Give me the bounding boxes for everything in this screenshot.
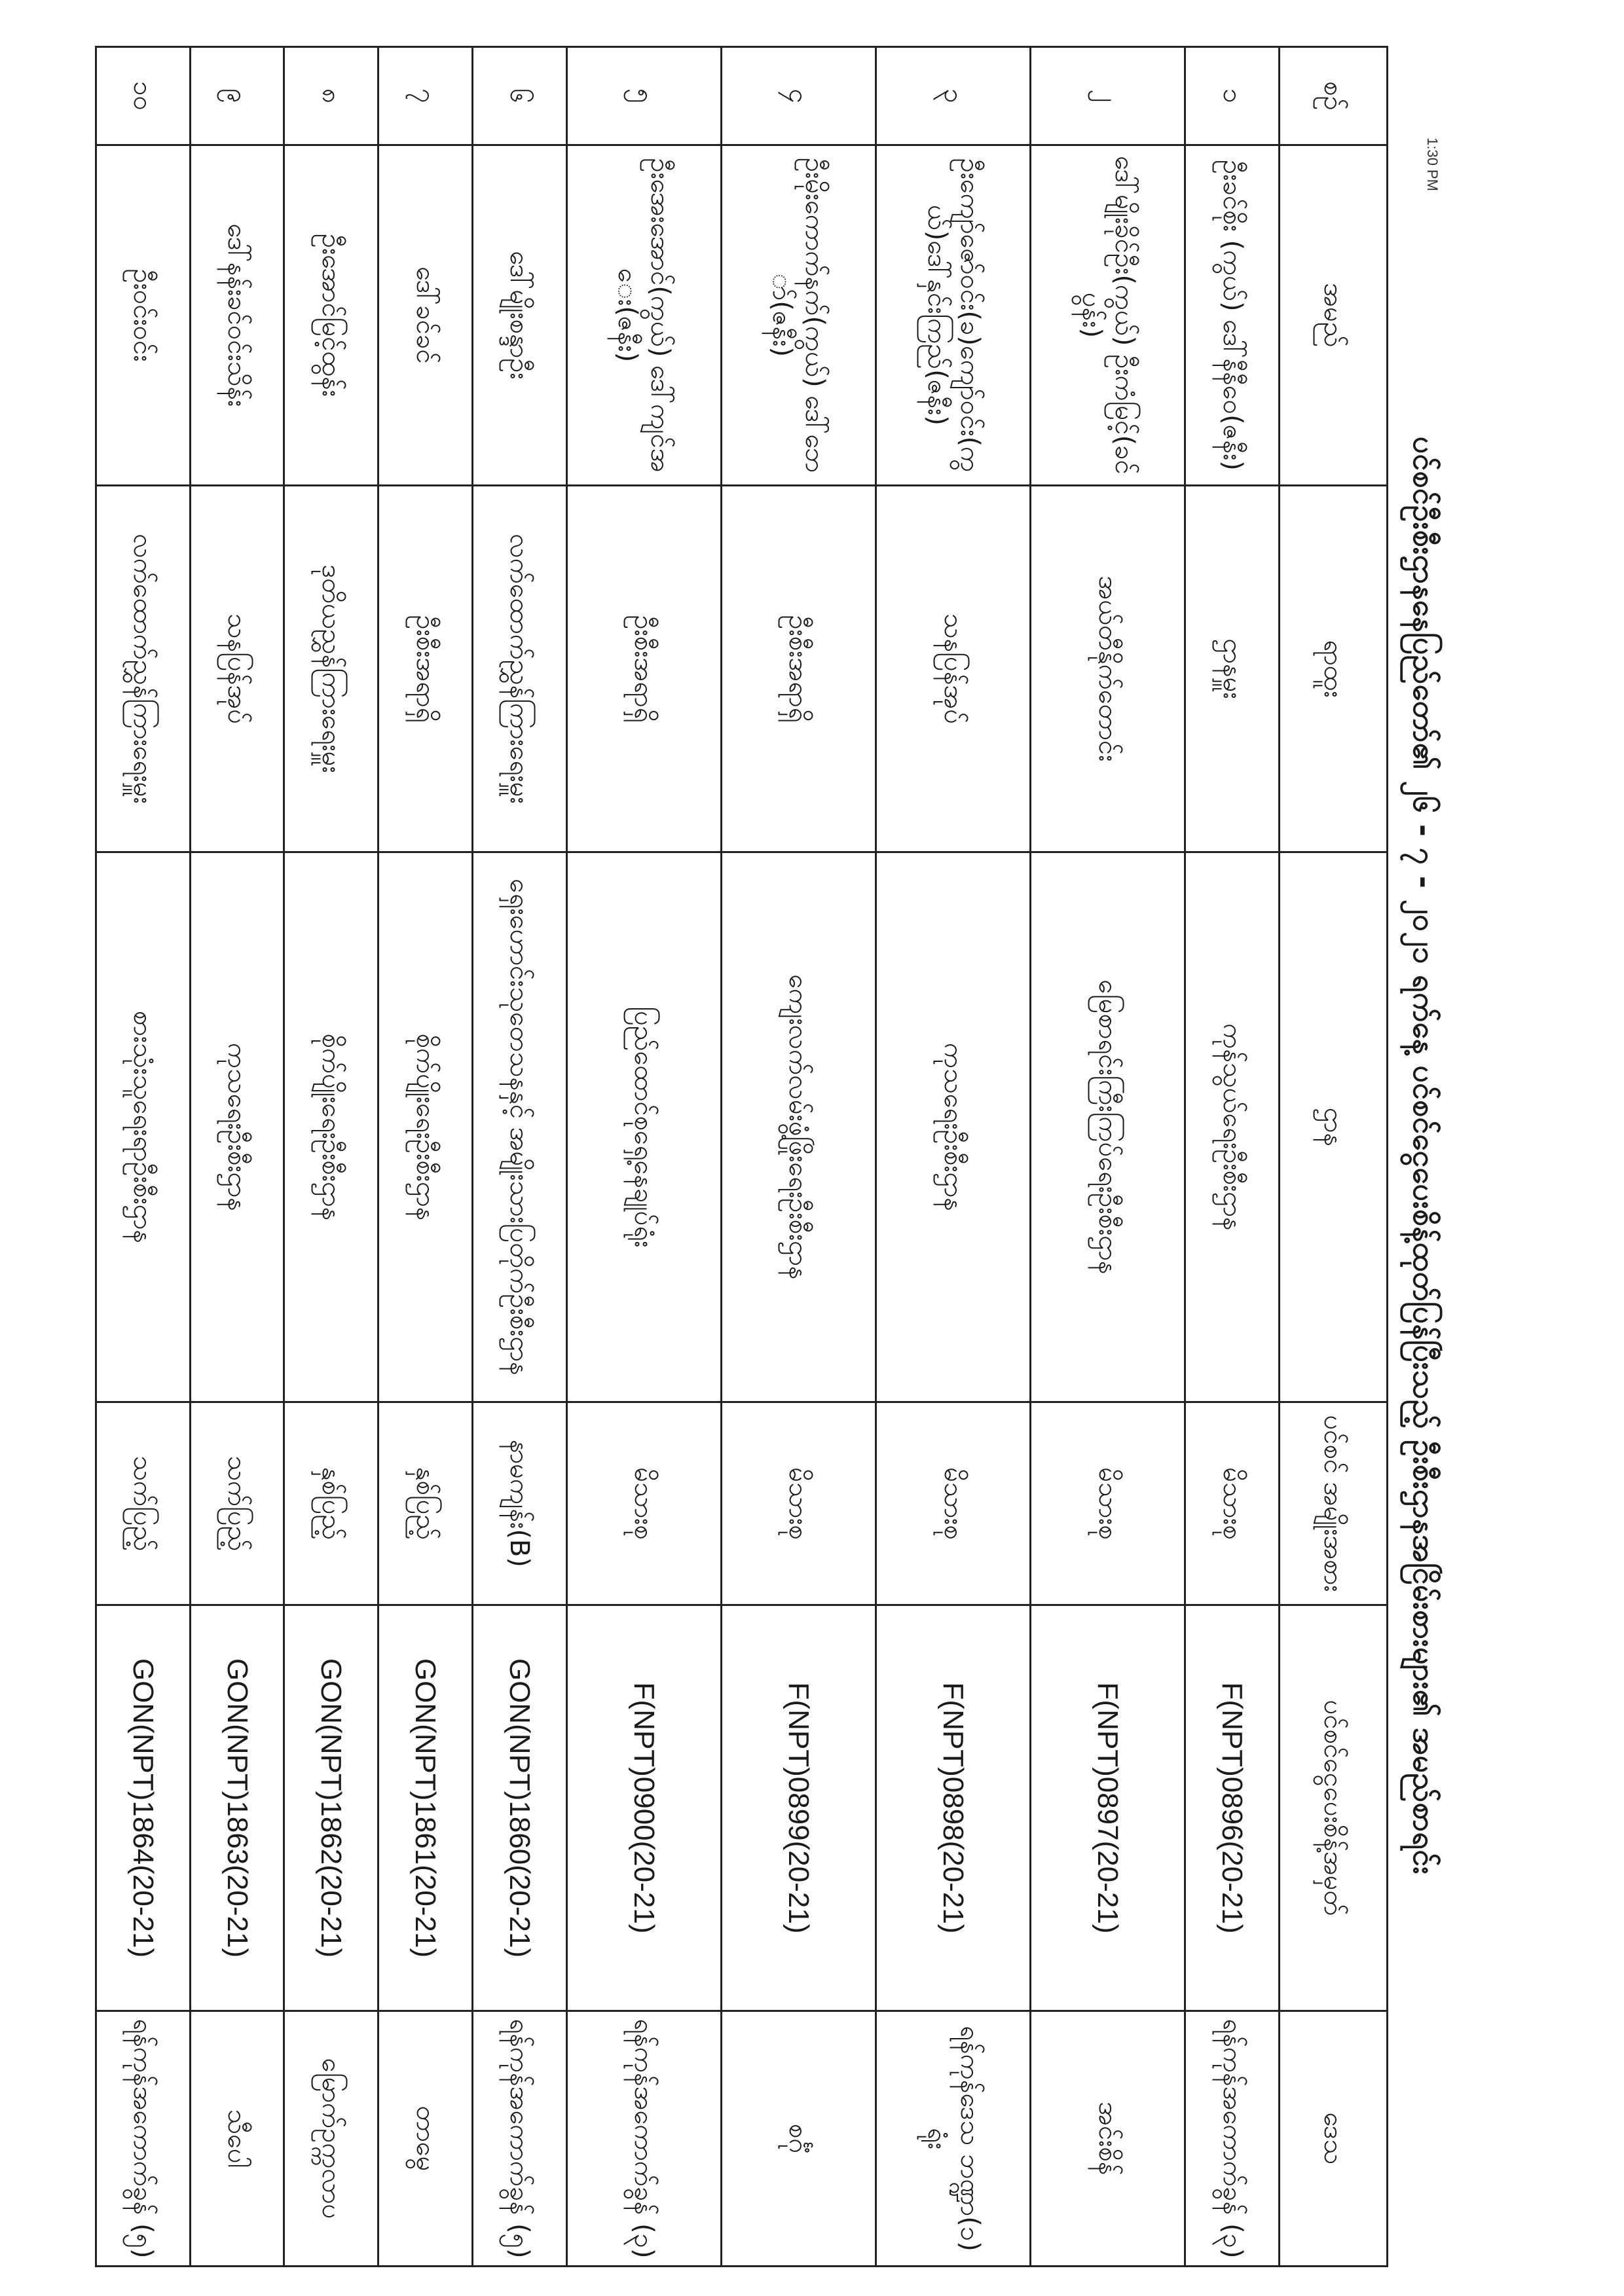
table-row: [284, 47, 378, 2267]
header-no: စဉ်: [1280, 47, 1388, 145]
cell-pension-type: သက်ပြည့်: [96, 1402, 191, 1605]
cell-name: ဦးအေးအောင်(ကွယ်) ဒေါ်ကျင်အေး(ဇနီး): [566, 145, 721, 486]
table-row: [96, 47, 191, 2267]
cell-department: စိုက်ပျိုးရေးဦးစီးဌာန: [284, 852, 378, 1402]
cell-name: ဦးဝင်းဝင်း: [96, 145, 191, 486]
cell-rank: လက်ထောက်ညွှန်ကြားရေးမှူး: [96, 486, 191, 852]
cell-no: ၄: [721, 47, 876, 145]
cell-no: ၁၀: [96, 47, 191, 145]
cell-region: ရန်ကုန်အကောက်ခွန် (၃): [1185, 2011, 1280, 2267]
cell-rank: ဦးစီးအရာရှိ: [721, 486, 876, 852]
cell-pension-type: သက်ပြည့်: [190, 1402, 284, 1605]
cell-department: ကုသရေးဦးစီးဌာန: [190, 852, 284, 1402]
cell-region: ရန်ကုန်အကောက်ခွန် (၃): [566, 2011, 721, 2267]
table-row: [190, 47, 284, 2267]
cell-permit-no: F(NPT)0900(20-21): [566, 1605, 721, 2011]
cell-region: ရန်ကုန်ဒေသ ဘဏ္ဍာ(၁)ရုံး: [876, 2011, 1030, 2267]
cell-rank: ဌာနမှူး: [1185, 486, 1280, 852]
cell-pension-type: မိသားစု: [876, 1402, 1030, 1605]
cell-region: ရန်ကုန်အကောက်ခွန် (၅): [96, 2011, 191, 2267]
cell-permit-no: GON(NPT)1861(20-21): [378, 1605, 473, 2011]
cell-region: စင်္ဂုံ: [721, 2011, 876, 2267]
cell-department: ကုန်သွယ်ရေးဦးစီးဌာန: [1185, 852, 1280, 1402]
cell-permit-no: GON(NPT)1862(20-21): [284, 1605, 378, 2011]
cell-department: ကုသရေးဦးစီးဌာန: [876, 852, 1030, 1402]
cell-name: ဦးကျော်ဇော်ဝင်း(ခ)ကျော်ဝင်း(ကွယ်)ဒေါ်နှင်းကြည်(ဇနီး): [876, 145, 1030, 486]
table-row: [1031, 47, 1185, 2267]
cell-rank: ဦးစီးအရာရှိ: [378, 486, 473, 852]
cell-no: ၁: [1185, 47, 1280, 145]
cell-no: ၂: [1031, 47, 1185, 145]
table-row: [876, 47, 1030, 2267]
cell-rank: အယ်တီနိုက်တောင်း: [1031, 486, 1185, 852]
cell-permit-no: F(NPT)0896(20-21): [1185, 1605, 1280, 2011]
cell-pension-type: နာမကျန်း(B): [472, 1402, 566, 1605]
cell-no: ၆: [472, 47, 566, 145]
cell-permit-no: GON(NPT)1860(20-21): [472, 1605, 566, 2011]
table-row: [1185, 47, 1280, 2267]
table-row: [472, 47, 566, 2267]
cell-name: ဒေါ်နန်းခင်ဝင်းသိန်း: [190, 145, 284, 486]
cell-pension-type: မိသားစု: [566, 1402, 721, 1605]
cell-rank: ဦးစီးအရာရှိ: [566, 486, 721, 852]
cell-no: ၈: [284, 47, 378, 145]
header-pension-type: ပင်စင် အမျိုးအစား: [1280, 1402, 1388, 1605]
header-permit-no: ပင်စင်ငွေပေးစိန့်အမှတ်: [1280, 1605, 1388, 2011]
cell-region: အင်းစိန်: [1031, 2011, 1185, 2267]
table-row: [566, 47, 721, 2267]
cell-name: ဦးမိုးကောက်နက်(ကွယ်) ဒေါ်ဘော်(ဇနီး): [721, 145, 876, 486]
cell-pension-type: မိသားစု: [1031, 1402, 1185, 1605]
document-title: ပင်စင်ဦးစီးဌာနနေပြည်တော်၏ ၂၆ - ၇ - ၂၀၂၁ ရက်နေ့ ပင်စင်ငွေပေးစိန့်ထုတ်ပြန်ပြီးသည့် ဦးစီးဌာနအငြိမ်းစားများ၏ အမည်စာရင်း: [1407, 436, 1443, 1875]
header-name: အမည်: [1280, 145, 1388, 486]
cell-pension-type: မိသားစု: [721, 1402, 876, 1605]
table-header-row: [1280, 47, 1388, 2267]
cell-region: မြောက်ဥက္ကလာပ: [284, 2011, 378, 2267]
cell-rank: ဒုတိယညွှန်ကြားရေးမှူး: [284, 486, 378, 852]
cell-permit-no: F(NPT)0899(20-21): [721, 1605, 876, 2011]
cell-pension-type: မိသားစု: [1185, 1402, 1280, 1605]
cell-rank: သနပြန်အုပ်: [876, 486, 1030, 852]
table-row: [378, 47, 473, 2267]
pension-permit-table: [95, 46, 1388, 2267]
cell-name: ဒေါ်ခင်ခင်: [378, 145, 473, 486]
cell-region: သီပေါ: [190, 2011, 284, 2267]
cell-region: တာမွေ: [378, 2011, 473, 2267]
cell-no: ၃: [876, 47, 1030, 145]
header-department: ဌာန: [1280, 852, 1388, 1402]
cell-rank: သနပြန်အုပ်: [190, 486, 284, 852]
cell-department: စိုက်ပျိုးရေးဦးစီးဌာန: [378, 852, 473, 1402]
cell-pension-type: နှစ်ပြည့်: [378, 1402, 473, 1605]
cell-department: ပြည်ထောင်စုရှေ့နေချုပ်ရုံး: [566, 852, 721, 1402]
print-timestamp: 1:30 PM: [1424, 137, 1441, 191]
cell-name: ဦးအောင်မြင့်ထွန်း: [284, 145, 378, 486]
document-sheet: [92, 46, 1454, 2265]
cell-name: ဒေါ်မျိုးခိုင်ဦး(ကွယ်) ဦးကံမြင့်(ခင်ပွန်း): [1031, 145, 1185, 486]
cell-rank: လက်ထောက်ညွှန်ကြားရေးမှူး: [472, 486, 566, 852]
cell-permit-no: GON(NPT)1864(20-21): [96, 1605, 191, 2011]
cell-permit-no: F(NPT)0897(20-21): [1031, 1605, 1185, 2011]
cell-permit-no: GON(NPT)1863(20-21): [190, 1605, 284, 2011]
cell-no: ၉: [190, 47, 284, 145]
header-rank: ရာထူး: [1280, 486, 1388, 852]
header-region: ဒေသ: [1280, 2011, 1388, 2267]
table-row: [721, 47, 876, 2267]
cell-no: ၇: [378, 47, 473, 145]
cell-department: ကျေးလက်လမ်းဖွံ့ဖြိုးရေးဦးစီးဌာန: [721, 852, 876, 1402]
cell-name: ဦးခင်စိုး (ကွယ်) ဒေါ်နီနီဝေ(ဇနီး): [1185, 145, 1280, 486]
cell-no: ၅: [566, 47, 721, 145]
cell-department: ရှေးဟောင်းသုတေသနနှင့် အမျိုးသားပြတိုက်ဦးစီးဌာန: [472, 852, 566, 1402]
cell-name: ဒေါ်မျိုးစန္ဒာဦး: [472, 145, 566, 486]
cell-permit-no: F(NPT)0898(20-21): [876, 1605, 1030, 2011]
cell-department: မြေစာရင်းကြီးကြပ်ရေးဦးစီးဌာန: [1031, 852, 1185, 1402]
cell-pension-type: နှစ်ပြည့်: [284, 1402, 378, 1605]
cell-department: စားသုံးသူရေးရာဦးစီးဌာန: [96, 852, 191, 1402]
cell-region: ရန်ကုန်အကောက်ခွန် (၅): [472, 2011, 566, 2267]
